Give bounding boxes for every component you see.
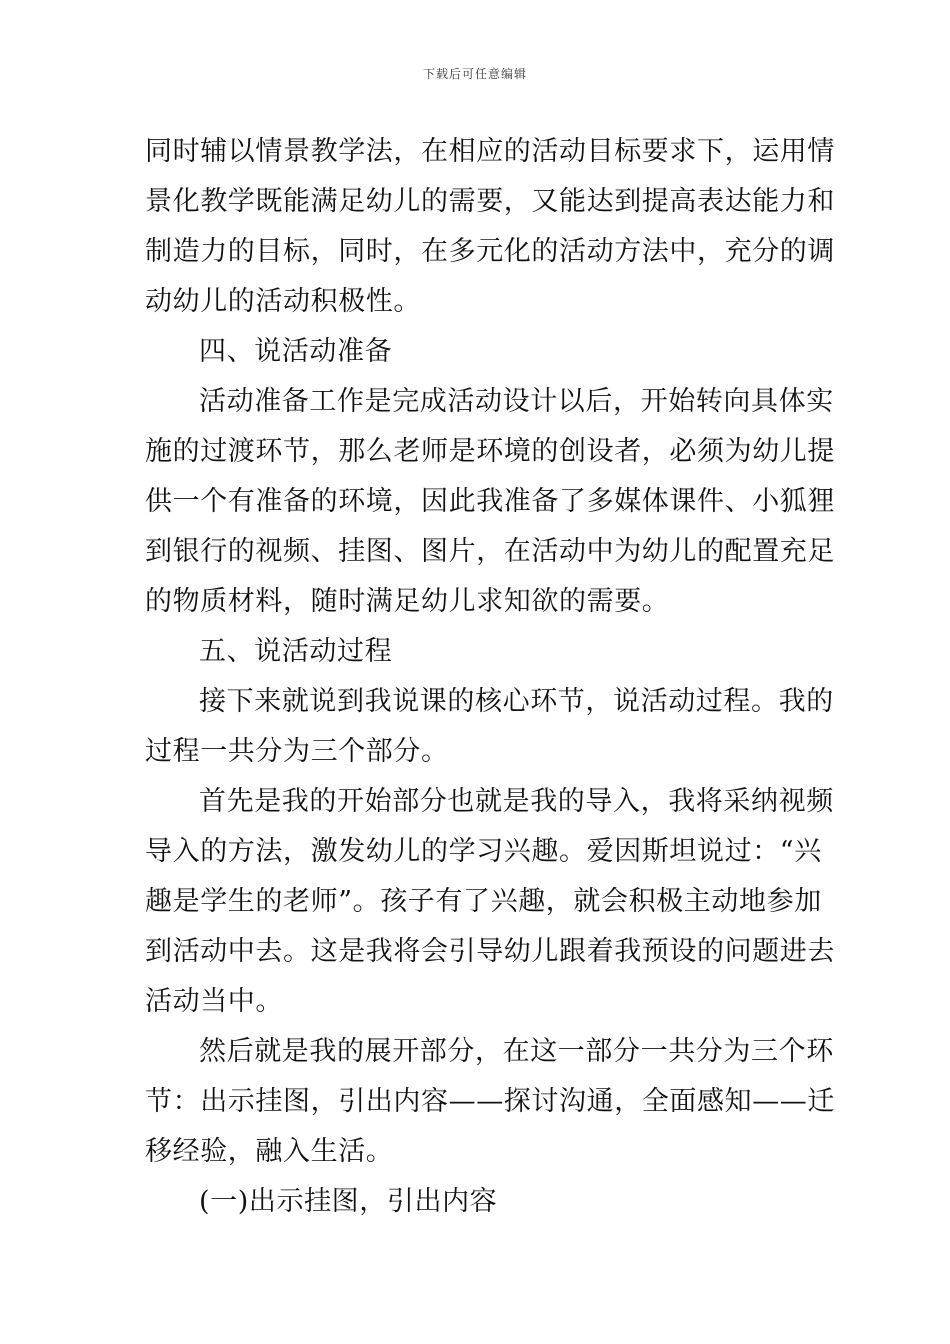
page-header: 下载后可任意编辑 [422,67,527,81]
subsection-heading [145,1177,805,1227]
paragraph [145,127,835,327]
text-line: 首先是我的开始部分也就是我的导入，我将采纳视频 [199,786,834,817]
text-line: 同时辅以情景教学法，在相应的活动目标要求下，运用情 [145,136,835,167]
text-line: 到银行的视频、挂图、图片，在活动中为幼儿的配置充足 [145,536,835,567]
text-line: 移经验，融入生活。 [145,1136,394,1167]
heading-text: 五、说活动过程 [199,636,393,667]
paragraph [145,377,835,627]
text-line: 景化教学既能满足幼儿的需要，又能达到提高表达能力和 [145,186,835,217]
text-line: 过程一共分为三个部分。 [145,736,449,767]
text-line: 制造力的目标，同时，在多元化的活动方法中，充分的调 [145,236,835,267]
text-line: 活动准备工作是完成活动设计以后，开始转向具体实 [199,386,834,417]
text-line: 接下来就说到我说课的核心环节，说活动过程。我的 [199,686,834,717]
text-line: 到活动中去。这是我将会引导幼儿跟着我预设的问题进去 [145,936,835,967]
heading-text: 四、说活动准备 [199,336,393,367]
document-body [145,127,835,1227]
heading-text: (一)出示挂图，引出内容 [199,1186,498,1217]
text-line: 导入的方法，激发幼儿的学习兴趣。爱因斯坦说过：“兴 [145,836,822,867]
text-line: 施的过渡环节，那么老师是环境的创设者，必须为幼儿提 [145,436,835,467]
text-line: 活动当中。 [145,986,283,1017]
paragraph [145,1027,835,1177]
text-line: 节：出示挂图，引出内容——探讨沟通，全面感知——迁 [145,1086,835,1117]
paragraph [145,777,835,1027]
text-line: 动幼儿的活动积极性。 [145,286,421,317]
text-line: 供一个有准备的环境，因此我准备了多媒体课件、小狐狸 [145,486,835,517]
paragraph [145,677,834,777]
text-line: 然后就是我的展开部分，在这一部分一共分为三个环 [199,1036,834,1067]
section-heading [145,327,805,377]
text-line: 趣是学生的老师”。孩子有了兴趣，就会积极主动地参加 [145,886,822,917]
section-heading [145,627,805,677]
text-line: 的物质材料，随时满足幼儿求知欲的需要。 [145,586,670,617]
